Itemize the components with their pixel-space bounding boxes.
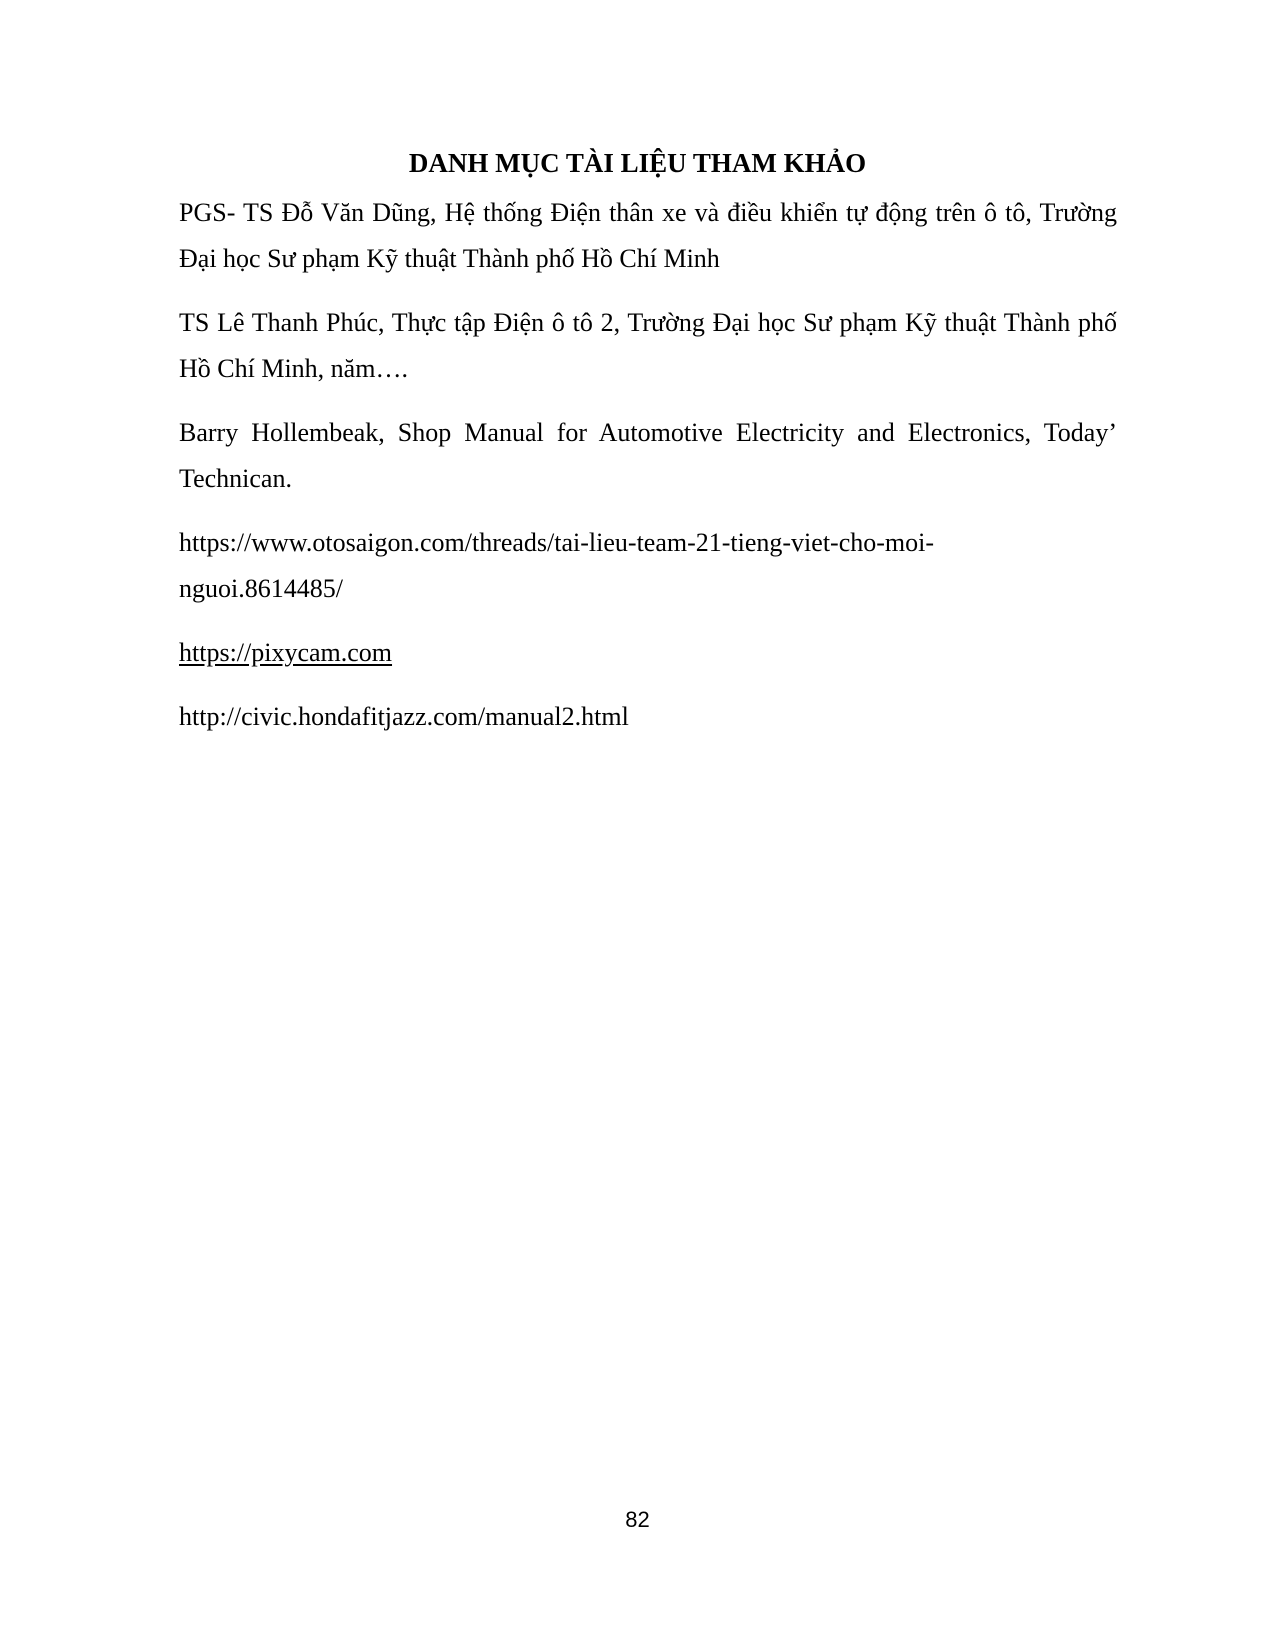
reference-item <box>179 410 1117 502</box>
reference-hyperlink[interactable]: https://pixycam.com <box>179 638 393 667</box>
reference-item <box>179 190 1117 282</box>
reference-line: Barry Hollembeak, Shop Manual for Automotive Electricity and Electronics, Today’ <box>179 418 1117 447</box>
reference-line: PGS- TS Đỗ Văn Dũng, Hệ thống Điện thân xe và điều khiển tự động trên ô tô, Trường <box>179 198 1117 227</box>
reference-line: Technican. <box>179 464 292 493</box>
reference-list <box>179 190 1117 758</box>
reference-url-line: http://civic.hondafitjazz.com/manual2.html <box>179 702 629 731</box>
reference-line: TS Lê Thanh Phúc, Thực tập Điện ô tô 2, Trường Đại học Sư phạm Kỹ thuật Thành phố <box>179 308 1117 337</box>
reference-line: Đại học Sư phạm Kỹ thuật Thành phố Hồ Chí Minh <box>179 244 720 273</box>
reference-item <box>179 520 1117 612</box>
reference-item <box>179 300 1117 392</box>
reference-url-line: https://www.otosaigon.com/threads/tai-lieu-team-21-tieng-viet-cho-moi- <box>179 528 935 557</box>
reference-item <box>179 694 1117 740</box>
reference-line: Hồ Chí Minh, năm…. <box>179 354 408 383</box>
page-number: 82 <box>625 1507 650 1532</box>
reference-url-line: nguoi.8614485/ <box>179 574 343 603</box>
reference-item <box>179 630 1117 676</box>
page-title: DANH MỤC TÀI LIỆU THAM KHẢO <box>408 148 867 178</box>
